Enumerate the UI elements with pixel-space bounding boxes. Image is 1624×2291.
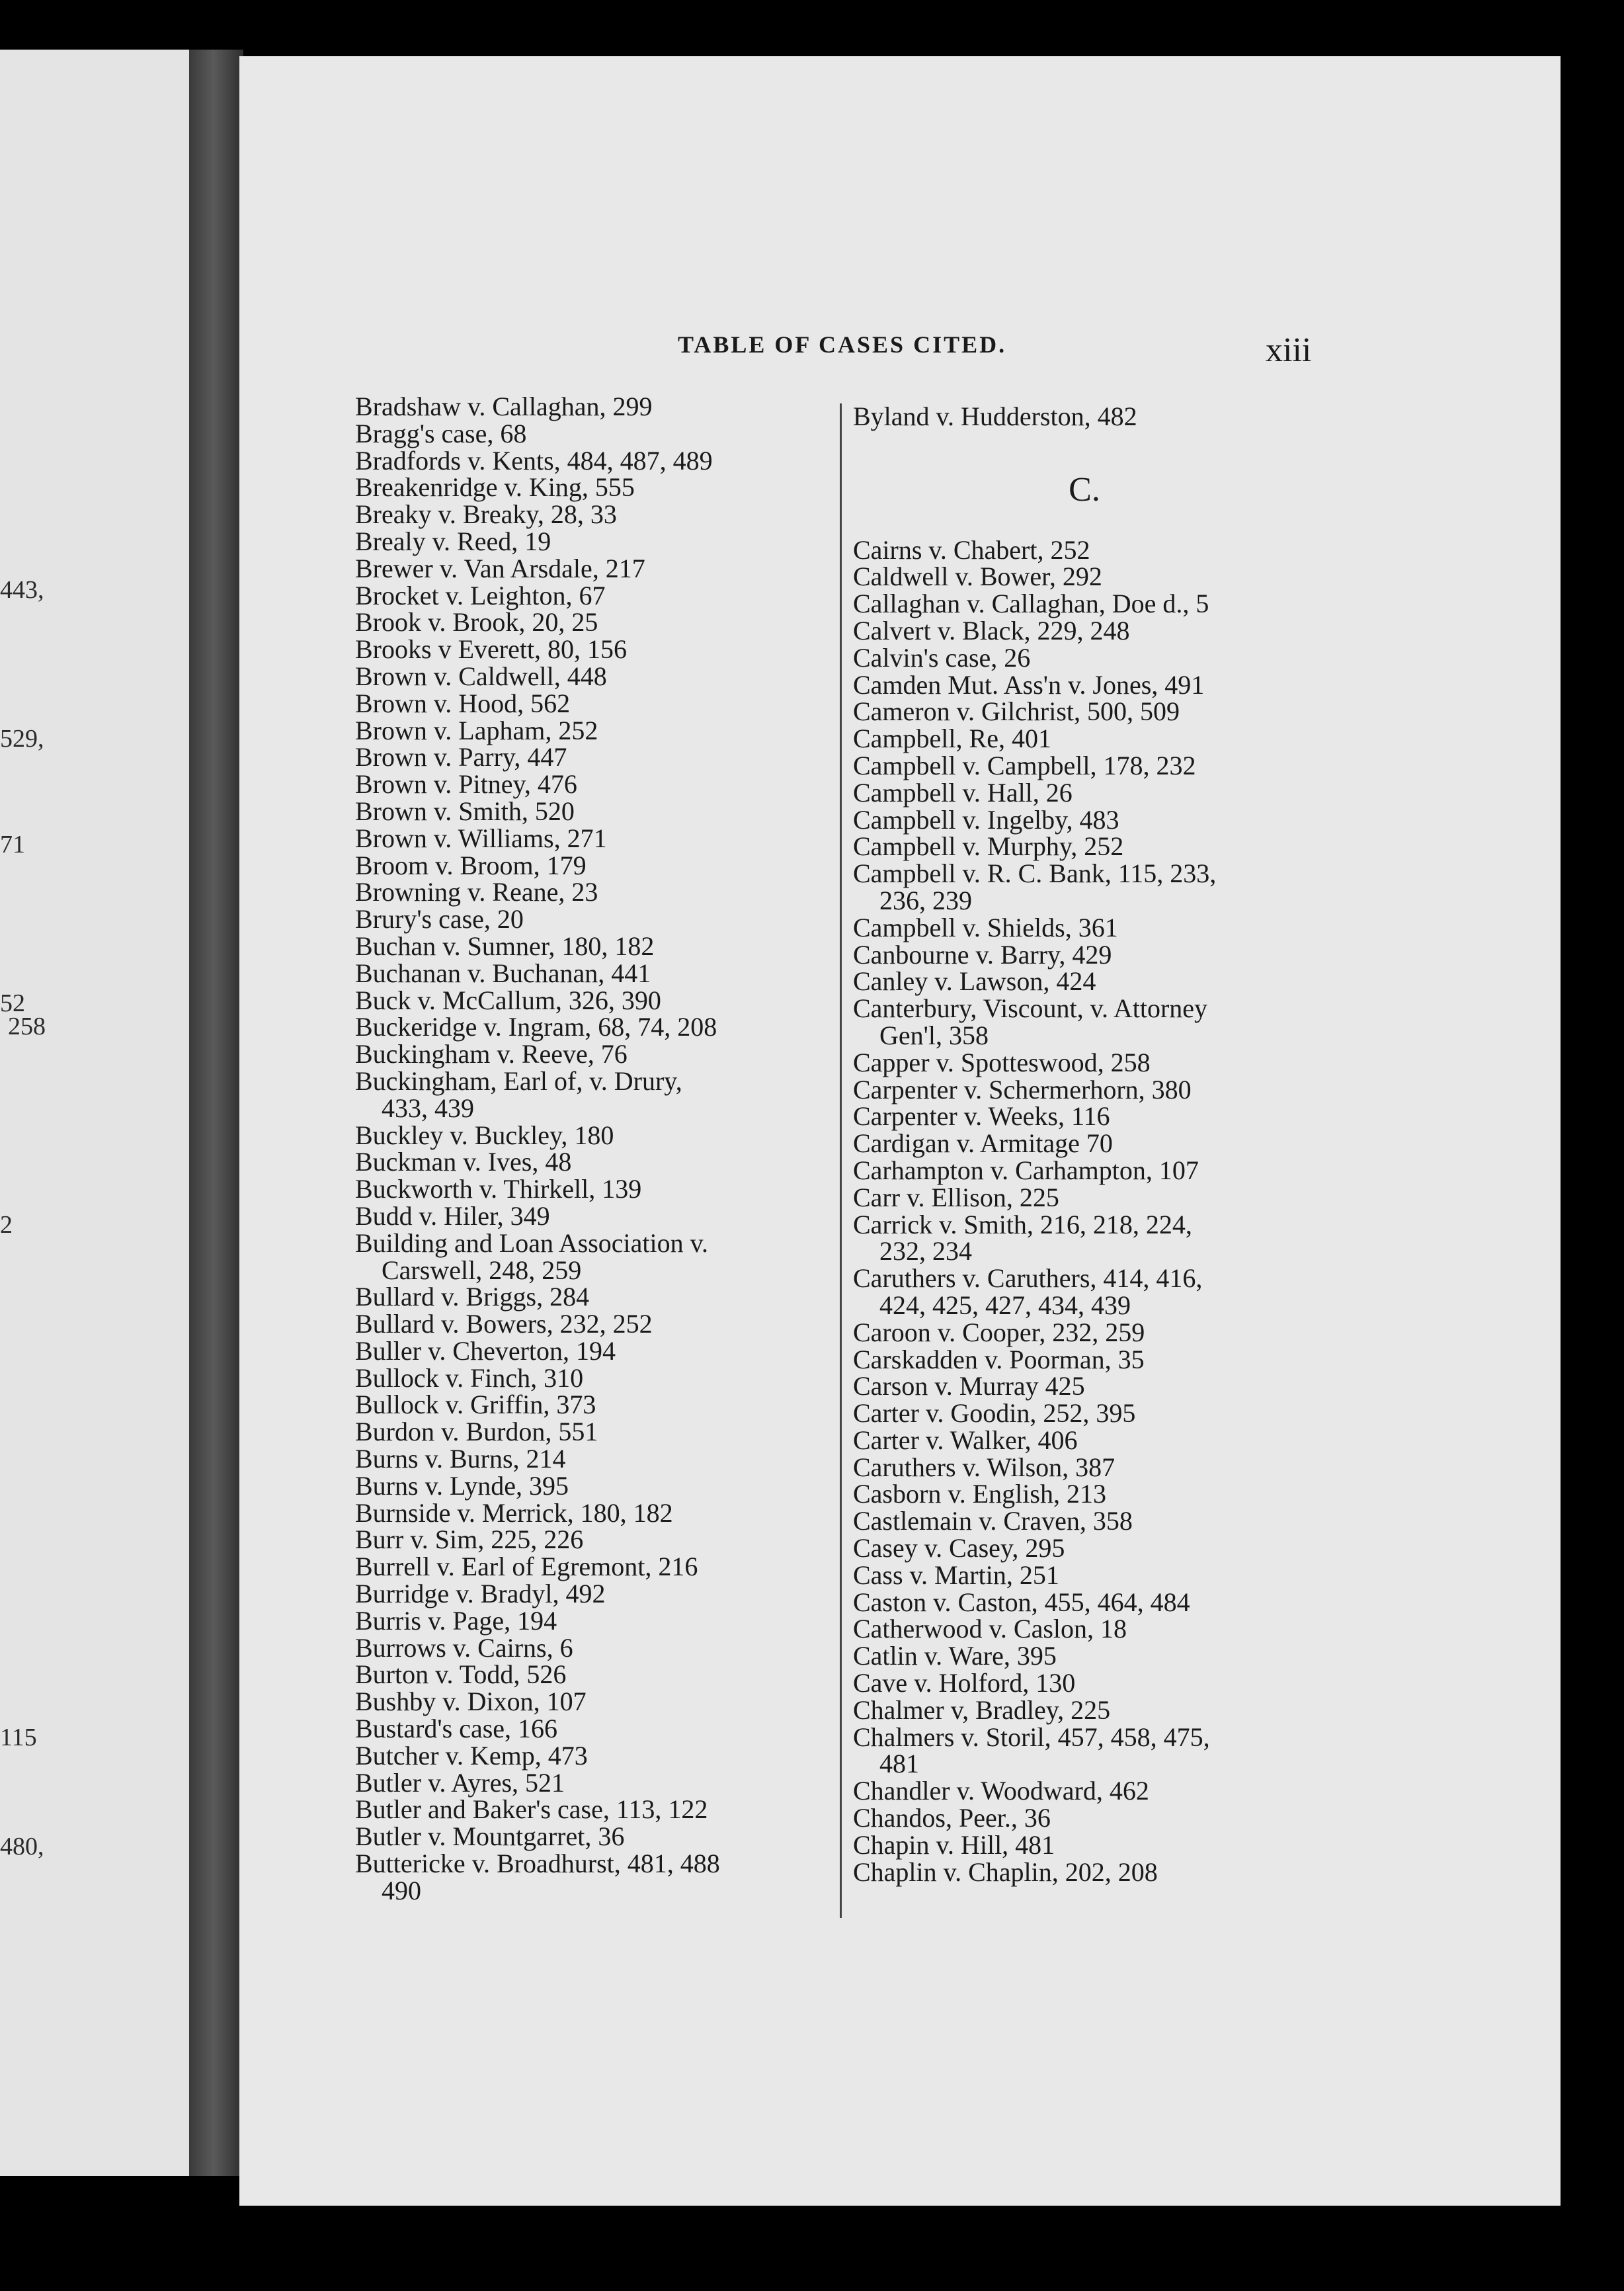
facing-page-fragment: 115 bbox=[0, 1724, 37, 1751]
case-entry: Burnside v. Merrick, 180, 182 bbox=[355, 1497, 673, 1528]
case-entry: Burns v. Burns, 214 bbox=[355, 1444, 566, 1474]
column-divider bbox=[840, 403, 842, 1918]
case-entry: Catherwood v. Caslon, 18 bbox=[853, 1614, 1127, 1644]
case-entry: Caruthers v. Wilson, 387 bbox=[853, 1452, 1116, 1482]
page-number: xiii bbox=[1266, 331, 1312, 369]
facing-page-fragment: 2 bbox=[0, 1211, 13, 1239]
case-entry: Casborn v. English, 213 bbox=[853, 1479, 1106, 1509]
case-entry: Bradfords v. Kents, 484, 487, 489 bbox=[355, 445, 713, 476]
case-entry: Cameron v. Gilchrist, 500, 509 bbox=[853, 696, 1180, 727]
case-entry: Burdon v. Burdon, 551 bbox=[355, 1417, 598, 1447]
facing-page-fragment: 443, bbox=[0, 576, 44, 604]
case-entry: Brury's case, 20 bbox=[355, 904, 524, 935]
case-entry: Buckingham, Earl of, v. Drury, bbox=[355, 1065, 682, 1096]
case-entry: Butler v. Ayres, 521 bbox=[355, 1767, 565, 1798]
case-entry: Chandos, Peer., 36 bbox=[853, 1803, 1051, 1833]
case-entry: 236, 239 bbox=[879, 885, 972, 915]
case-entry: Buckley v. Buckley, 180 bbox=[355, 1120, 614, 1150]
case-entry: Carson v. Murray 425 bbox=[853, 1371, 1085, 1401]
case-entry: Butler v. Mountgarret, 36 bbox=[355, 1821, 625, 1852]
case-entry: Chalmers v. Storil, 457, 458, 475, bbox=[853, 1722, 1210, 1752]
case-entry: Castlemain v. Craven, 358 bbox=[853, 1506, 1133, 1536]
facing-page-fragment: 71 bbox=[0, 831, 25, 858]
case-entry: Budd v. Hiler, 349 bbox=[355, 1200, 550, 1231]
case-entry: Bushby v. Dixon, 107 bbox=[355, 1687, 587, 1717]
case-entry: Burns v. Lynde, 395 bbox=[355, 1470, 569, 1501]
case-entry: Canbourne v. Barry, 429 bbox=[853, 939, 1112, 970]
case-entry: Brook v. Brook, 20, 25 bbox=[355, 607, 598, 638]
case-entry: Carswell, 248, 259 bbox=[382, 1255, 582, 1285]
case-entry: Chalmer v, Bradley, 225 bbox=[853, 1694, 1111, 1725]
left-column bbox=[355, 394, 818, 1905]
case-entry: Buckman v. Ives, 48 bbox=[355, 1147, 572, 1177]
case-entry: Calvert v. Black, 229, 248 bbox=[853, 615, 1130, 646]
case-entry: Carrick v. Smith, 216, 218, 224, bbox=[853, 1209, 1192, 1239]
case-entry: Buckingham v. Reeve, 76 bbox=[355, 1039, 628, 1069]
case-entry: Campbell v. R. C. Bank, 115, 233, bbox=[853, 858, 1217, 889]
case-entry: 433, 439 bbox=[382, 1093, 474, 1123]
case-entry: Campbell v. Hall, 26 bbox=[853, 777, 1073, 808]
case-entry: Gen'l, 358 bbox=[879, 1020, 989, 1050]
case-entry: Campbell v. Murphy, 252 bbox=[853, 831, 1124, 862]
case-entry: Byland v. Hudderston, 482 bbox=[853, 401, 1137, 431]
case-entry: Brealy v. Reed, 19 bbox=[355, 526, 551, 556]
case-entry: 232, 234 bbox=[879, 1236, 972, 1267]
case-entry: Carpenter v. Schermerhorn, 380 bbox=[853, 1074, 1192, 1104]
running-head: TABLE OF CASES CITED. bbox=[678, 331, 1007, 358]
case-entry: Breaky v. Breaky, 28, 33 bbox=[355, 499, 617, 530]
case-entry: Capper v. Spotteswood, 258 bbox=[853, 1047, 1151, 1077]
case-entry: Canley v. Lawson, 424 bbox=[853, 966, 1096, 997]
case-entry: Calvin's case, 26 bbox=[853, 642, 1031, 673]
case-entry: Bullard v. Briggs, 284 bbox=[355, 1282, 590, 1312]
case-entry: Buchan v. Sumner, 180, 182 bbox=[355, 931, 655, 961]
case-entry: Burton v. Todd, 526 bbox=[355, 1659, 567, 1690]
case-entry: Brown v. Caldwell, 448 bbox=[355, 661, 607, 691]
case-entry: Chapin v. Hill, 481 bbox=[853, 1829, 1055, 1860]
case-entry: Caruthers v. Caruthers, 414, 416, bbox=[853, 1263, 1203, 1294]
case-entry: Bragg's case, 68 bbox=[355, 418, 527, 448]
case-entry: Campbell, Re, 401 bbox=[853, 724, 1051, 754]
case-entry: Building and Loan Association v. bbox=[355, 1228, 709, 1258]
case-entry: Carskadden v. Poorman, 35 bbox=[853, 1344, 1145, 1374]
case-entry: Cave v. Holford, 130 bbox=[853, 1668, 1076, 1698]
case-entry: Buttericke v. Broadhurst, 481, 488 bbox=[355, 1849, 720, 1879]
case-entry: Burr v. Sim, 225, 226 bbox=[355, 1524, 584, 1555]
case-entry: Burrows v. Cairns, 6 bbox=[355, 1632, 573, 1663]
case-entry: Bustard's case, 166 bbox=[355, 1714, 558, 1744]
case-entry: Breakenridge v. King, 555 bbox=[355, 472, 635, 503]
case-entry: Cairns v. Chabert, 252 bbox=[853, 534, 1090, 565]
case-entry: Brown v. Pitney, 476 bbox=[355, 769, 577, 800]
case-entry: Brown v. Hood, 562 bbox=[355, 688, 571, 718]
case-entry: 490 bbox=[382, 1875, 421, 1905]
facing-page-fragment: 529, bbox=[0, 725, 44, 753]
case-entry: Bullock v. Griffin, 373 bbox=[355, 1390, 596, 1420]
case-entry: Canterbury, Viscount, v. Attorney bbox=[853, 993, 1208, 1024]
case-entry: Chandler v. Woodward, 462 bbox=[853, 1776, 1149, 1806]
case-entry: Carhampton v. Carhampton, 107 bbox=[853, 1155, 1199, 1185]
case-entry: 481 bbox=[879, 1749, 919, 1779]
case-entry: Brown v. Lapham, 252 bbox=[355, 715, 598, 745]
case-entry: Cardigan v. Armitage 70 bbox=[853, 1128, 1113, 1159]
case-entry: Buck v. McCallum, 326, 390 bbox=[355, 985, 661, 1015]
case-entry: Burridge v. Bradyl, 492 bbox=[355, 1579, 606, 1609]
case-entry: Cass v. Martin, 251 bbox=[853, 1560, 1059, 1590]
case-entry: Burris v. Page, 194 bbox=[355, 1605, 557, 1636]
case-entry: Bradshaw v. Callaghan, 299 bbox=[355, 392, 653, 421]
case-entry: 424, 425, 427, 434, 439 bbox=[879, 1290, 1131, 1320]
case-entry: Bullock v. Finch, 310 bbox=[355, 1362, 584, 1393]
case-entry: Burrell v. Earl of Egremont, 216 bbox=[355, 1552, 698, 1582]
book-spine bbox=[189, 50, 243, 2176]
case-entry: Carpenter v. Weeks, 116 bbox=[853, 1101, 1110, 1132]
left-page bbox=[0, 50, 218, 2176]
case-entry: Callaghan v. Callaghan, Doe d., 5 bbox=[853, 589, 1209, 619]
facing-page-fragment: 258 bbox=[8, 1013, 46, 1040]
case-entry: Camden Mut. Ass'n v. Jones, 491 bbox=[853, 669, 1205, 700]
case-entry: Broom v. Broom, 179 bbox=[355, 850, 587, 880]
case-entry: Caldwell v. Bower, 292 bbox=[853, 562, 1102, 592]
section-letter: C. bbox=[1069, 470, 1100, 509]
case-entry: Caroon v. Cooper, 232, 259 bbox=[853, 1317, 1145, 1347]
case-entry: Carter v. Goodin, 252, 395 bbox=[853, 1398, 1136, 1429]
case-entry: Brown v. Smith, 520 bbox=[355, 796, 575, 826]
case-entry: Buchanan v. Buchanan, 441 bbox=[355, 958, 651, 988]
facing-page-fragment: 52 bbox=[0, 989, 25, 1017]
case-entry: Caston v. Caston, 455, 464, 484 bbox=[853, 1587, 1190, 1617]
right-column bbox=[853, 403, 1329, 1886]
case-entry: Brocket v. Leighton, 67 bbox=[355, 580, 606, 610]
case-entry: Casey v. Casey, 295 bbox=[853, 1533, 1065, 1563]
case-entry: Bullard v. Bowers, 232, 252 bbox=[355, 1309, 653, 1339]
case-entry: Browning v. Reane, 23 bbox=[355, 877, 598, 907]
facing-page-fragment: 480, bbox=[0, 1833, 44, 1860]
case-entry: Campbell v. Ingelby, 483 bbox=[853, 804, 1119, 835]
case-entry: Catlin v. Ware, 395 bbox=[853, 1641, 1057, 1671]
case-entry: Butler and Baker's case, 113, 122 bbox=[355, 1794, 708, 1825]
case-entry: Butcher v. Kemp, 473 bbox=[355, 1740, 588, 1770]
case-entry: Buckeridge v. Ingram, 68, 74, 208 bbox=[355, 1012, 717, 1042]
case-entry: Carr v. Ellison, 225 bbox=[853, 1182, 1059, 1212]
case-entry: Campbell v. Shields, 361 bbox=[853, 912, 1118, 942]
case-entry: Carter v. Walker, 406 bbox=[853, 1425, 1078, 1455]
case-entry: Brooks v Everett, 80, 156 bbox=[355, 634, 628, 665]
case-entry: Buller v. Cheverton, 194 bbox=[355, 1335, 616, 1366]
case-entry: Chaplin v. Chaplin, 202, 208 bbox=[853, 1856, 1158, 1887]
case-entry: Buckworth v. Thirkell, 139 bbox=[355, 1174, 642, 1204]
case-entry: Brown v. Parry, 447 bbox=[355, 742, 567, 772]
case-entry: Brown v. Williams, 271 bbox=[355, 823, 607, 853]
case-entry: Campbell v. Campbell, 178, 232 bbox=[853, 750, 1196, 780]
case-entry: Brewer v. Van Arsdale, 217 bbox=[355, 553, 645, 583]
